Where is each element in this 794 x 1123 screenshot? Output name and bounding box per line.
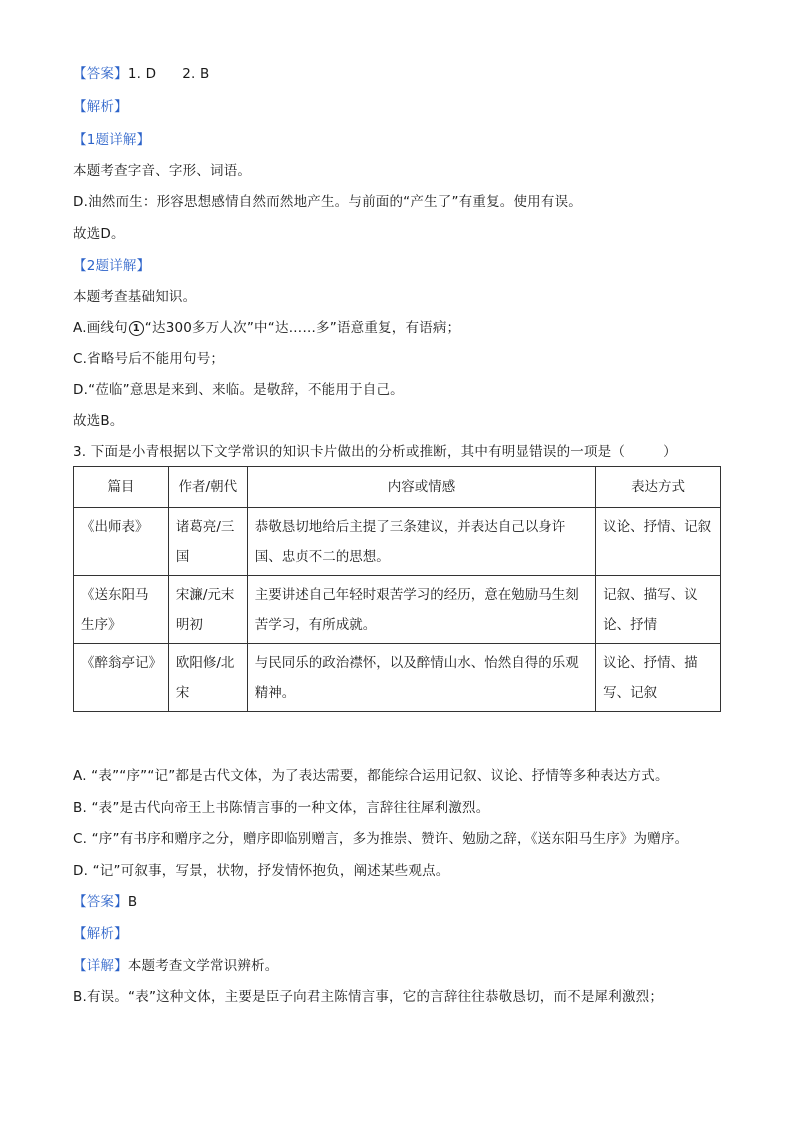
table-cell-title: 《出师表》 [74,508,169,576]
q3-stem [73,442,677,462]
q2-detail-tag: 【2题详解】 [73,258,151,274]
table-cell-title: 《送东阳马生序》 [74,576,169,644]
table-header-cell: 内容或情感 [247,467,595,508]
answer-item: 2. B [182,66,210,82]
q2-detail-line-a [73,318,460,338]
q2-detail-line-c: C.省略号后不能用句号； [73,351,225,367]
answer-value: B [127,894,138,910]
analysis-tag-line [73,97,128,117]
q1-detail-text: 本题考查字音、字形、词语。 [73,163,252,179]
analysis-tag: 【解析】 [73,99,128,115]
knowledge-card-table [73,466,721,712]
table-cell-author: 欧阳修/北宋 [168,644,247,712]
q1-detail-text: 故选D。 [73,226,125,242]
answer-line-1 [73,64,209,84]
q2-detail-line-d: D.“莅临”意思是来到、来临。是敬辞，不能用于自己。 [73,382,404,398]
q3-detail-text: 本题考查文学常识辨析。 [127,958,279,974]
answer-line-3 [73,892,137,912]
q3-option-d: D. “记”可叙事，写景，状物，抒发情怀抱负，阐述某些观点。 [73,863,450,879]
table-cell-author: 宋濂/元末明初 [168,576,247,644]
table-row [74,508,721,576]
q1-detail-text: D.油然而生：形容思想感情自然而然地产生。与前面的“产生了”有重复。使用有误。 [73,194,582,210]
table-cell-content: 恭敬恳切地给后主提了三条建议，并表达自己以身许国、忠贞不二的思想。 [247,508,595,576]
table-row [74,576,721,644]
table-cell-title: 《醉翁亭记》 [74,644,169,712]
q1-detail-tag-line [73,130,150,150]
q3-detail-line-b: B.有误。“表”这种文体，主要是臣子向君主陈情言事，它的言辞往往恭敬恳切，而不是犀利激烈； [73,989,664,1005]
table-cell-author: 诸葛亮/三国 [168,508,247,576]
q3-stem-close: ） [663,444,677,460]
table-header-row [74,467,721,508]
table-cell-content: 主要讲述自己年轻时艰苦学习的经历，意在勉励马生刻苦学习，有所成就。 [247,576,595,644]
analysis-tag-line [73,924,128,944]
table-cell-expression: 议论、抒情、描写、记叙 [596,644,721,712]
q3-detail-tag: 【详解】 [73,958,128,974]
q3-option-b: B. “表”是古代向帝王上书陈情言事的一种文体，言辞往往犀利激烈。 [73,800,490,816]
q2-detail-intro: 本题考查基础知识。 [73,289,197,305]
answer-item: 1. D [127,66,157,82]
answer-tag: 【答案】 [73,66,128,82]
table-cell-expression: 记叙、描写、议论、抒情 [596,576,721,644]
table-header-cell: 篇目 [74,467,169,508]
q1-detail-tag: 【1题详解】 [73,132,151,148]
table-cell-expression: 议论、抒情、记叙 [596,508,721,576]
table-row [74,644,721,712]
q2-detail-tag-line [73,256,150,276]
line-a-suffix: “达300多万人次”中“达……多”语意重复，有语病； [144,320,461,336]
q3-stem-text: 3. 下面是小青根据以下文学常识的知识卡片做出的分析或推断，其中有明显错误的一项是（ [73,444,626,460]
line-a-prefix: A.画线句 [73,320,128,336]
q2-conclusion: 故选B。 [73,413,124,429]
table-cell-content: 与民同乐的政治襟怀，以及醉情山水、怡然自得的乐观精神。 [247,644,595,712]
table-header-cell: 表达方式 [596,467,721,508]
q3-option-c: C. “序”有书序和赠序之分，赠序即临别赠言，多为推崇、赞许、勉励之辞，《送东阳马生序》为赠序。 [73,831,689,847]
q3-detail-line [73,956,279,976]
answer-tag: 【答案】 [73,894,128,910]
circled-number-1: 1 [129,321,144,336]
q3-option-a: A. “表”“序”“记”都是古代文体，为了表达需要，都能综合运用记叙、议论、抒情等多种表达方式。 [73,768,669,784]
table-header-cell: 作者/朝代 [168,467,247,508]
analysis-tag: 【解析】 [73,926,128,942]
